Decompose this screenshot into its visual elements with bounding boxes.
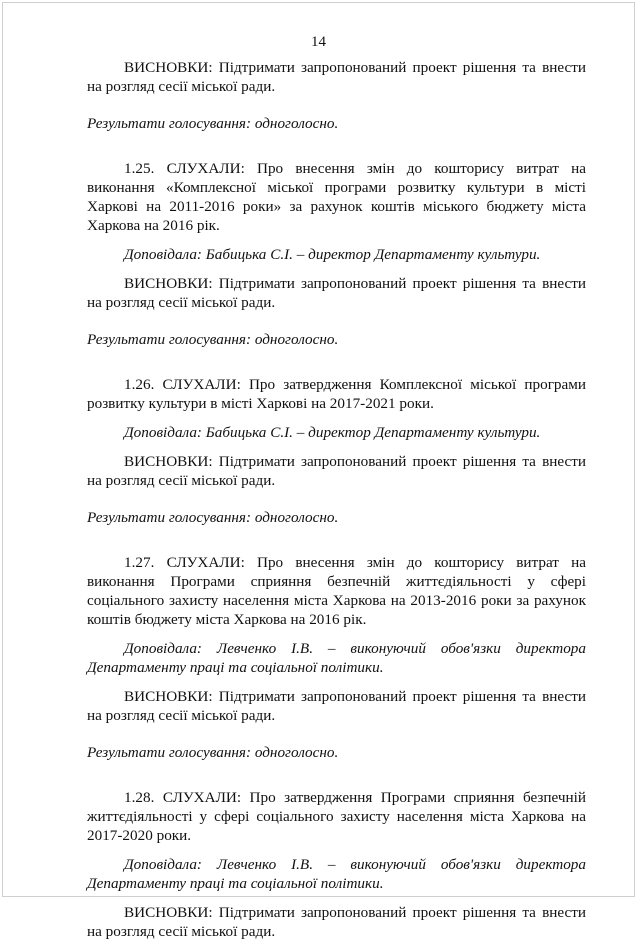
item-1-28-conclusion: ВИСНОВКИ: Підтримати запропонований проект рішення та внести на розгляд сесії міської ради. [87, 904, 586, 940]
document-body [87, 58, 586, 941]
conclusion-paragraph: ВИСНОВКИ: Підтримати запропонований проект рішення та внести на розгляд сесії міської ради. [87, 59, 586, 95]
item-1-28-speaker: Доповідала: Левченко І.В. – виконуючий обов'язки директора Департаменту праці та соціальної політики. [87, 856, 586, 892]
item-1-27-speaker: Доповідала: Левченко І.В. – виконуючий обов'язки директора Департаменту праці та соціальної політики. [87, 640, 586, 676]
item-1-26-speaker: Доповідала: Бабицька С.І. – директор Департаменту культури. [124, 424, 541, 441]
item-1-27-conclusion: ВИСНОВКИ: Підтримати запропонований проект рішення та внести на розгляд сесії міської ради. [87, 688, 586, 724]
item-1-25-heard: 1.25. СЛУХАЛИ: Про внесення змін до кошторису витрат на виконання «Комплексної міської програми розвитку культури в місті Харкові на 2011-2016 роки» за рахунок коштів міського бюджету міста Харкова на 2016 рік. [87, 160, 586, 234]
item-1-27-voting-result: Результати голосування: одноголосно. [87, 744, 339, 761]
item-1-26-conclusion: ВИСНОВКИ: Підтримати запропонований проект рішення та внести на розгляд сесії міської ради. [87, 453, 586, 489]
item-1-25-speaker: Доповідала: Бабицька С.І. – директор Департаменту культури. [124, 246, 541, 263]
voting-result: Результати голосування: одноголосно. [87, 115, 339, 132]
item-1-28-heard: 1.28. СЛУХАЛИ: Про затвердження Програми сприяння безпечній життєдіяльності у сфері соціального захисту населення міста Харкова на 2017-2020 роки. [87, 789, 586, 844]
item-1-25-voting-result: Результати голосування: одноголосно. [87, 331, 339, 348]
item-1-26-heard: 1.26. СЛУХАЛИ: Про затвердження Комплексної міської програми розвитку культури в місті Харкові на 2017-2021 роки. [87, 376, 586, 412]
page-number: 14 [311, 34, 326, 50]
item-1-25-conclusion: ВИСНОВКИ: Підтримати запропонований проект рішення та внести на розгляд сесії міської ради. [87, 275, 586, 311]
item-1-27-heard: 1.27. СЛУХАЛИ: Про внесення змін до кошторису витрат на виконання Програми сприяння безпечній життєдіяльності у сфері соціального захисту населення міста Харкова на 2013-2016 роки за рахунок коштів бюджету міста Харкова на 2016 рік. [87, 554, 586, 628]
item-1-26-voting-result: Результати голосування: одноголосно. [87, 509, 339, 526]
